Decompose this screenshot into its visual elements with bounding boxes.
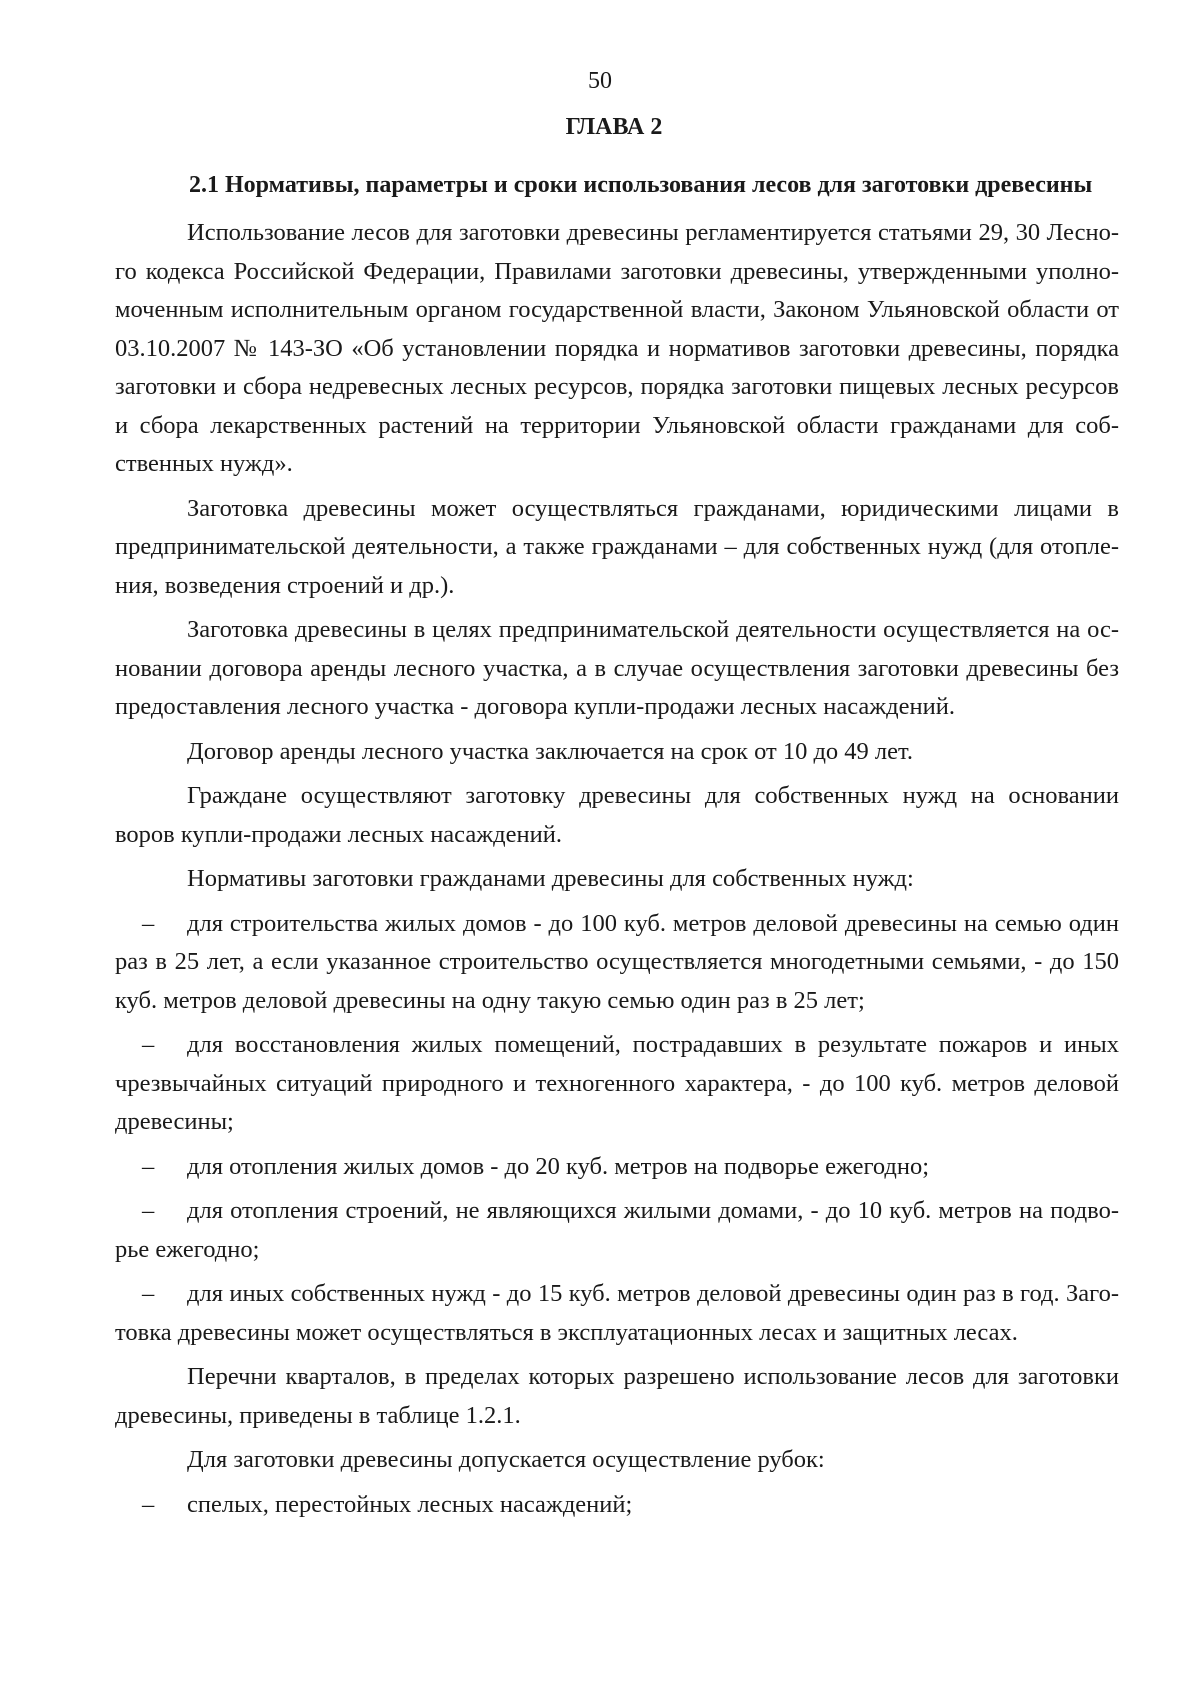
paragraph [115,860,1119,899]
document-body [115,214,1119,1524]
text-line: Договор аренды лесного участка заключается на срок от 10 до 49 лет. [187,737,914,765]
text-line: и сбора лекарственных растений на территории Ульяновской области гражданами для соб- [115,411,1119,439]
text-line: куб. метров деловой древесины на одну такую семью один раз в 25 лет; [115,986,865,1014]
text-line: Использование лесов для заготовки древесины регламентируется статьями 29, 30 Лесно- [187,219,1119,246]
text-line: чрезвычайных ситуаций природного и техногенного характера, - до 100 куб. метров деловой [115,1069,1119,1097]
paragraph [115,1358,1119,1435]
paragraph [115,611,1119,727]
list-item [115,1275,1119,1352]
paragraph [115,490,1119,606]
list-dash: – [142,1490,155,1518]
paragraph [115,733,1119,772]
text-line: ния, возведения строений и др.). [115,571,455,599]
text-line: – для отопления жилых домов - до 20 куб. метров на подворье ежегодно; [115,1148,1119,1187]
list-dash: – [142,1197,155,1224]
text-line: воров купли-продажи лесных насаждений. [115,820,562,848]
text-line: Заготовка древесины может осуществляться гражданами, юридическими лицами в [187,494,1119,522]
page-number: 50 [588,68,612,94]
chapter-title: ГЛАВА 2 [565,114,663,140]
list-item [115,1148,1119,1187]
text-line: Перечни кварталов, в пределах которых разрешено использование лесов для заготовки [187,1363,1119,1390]
text-line: раз в 25 лет, а если указанное строительство осуществляется многодетными семьями, - до 150 [115,948,1119,975]
list-dash: – [142,1031,155,1058]
list-item [115,1026,1119,1142]
text-line: товка древесины может осуществляться в эксплуатационных лесах и защитных лесах. [115,1318,1018,1346]
paragraph [115,214,1119,484]
text-line: – спелых, перестойных лесных насаждений; [115,1486,1119,1525]
list-item [115,905,1119,1021]
text-line: – для восстановления жилых помещений, пострадавших в результате пожаров и иных [115,1026,1119,1065]
text-line: древесины, приведены в таблице 1.2.1. [115,1401,521,1429]
text-line: – для отопления строений, не являющихся жилыми домами, - до 10 куб. метров на подво- [115,1192,1119,1231]
text-line: предоставления лесного участка - договора купли-продажи лесных насаждений. [115,693,955,720]
text-line: 03.10.2007 № 143-ЗО «Об установлении порядка и нормативов заготовки древесины, порядка [115,334,1119,362]
list-dash: – [142,1152,155,1180]
text-line: го кодекса Российской Федерации, Правилами заготовки древесины, утвержденными уполно- [115,257,1119,285]
list-dash: – [142,909,155,937]
paragraph [115,777,1119,854]
list-item [115,1486,1119,1525]
paragraph [115,1441,1119,1480]
text-line: древесины; [115,1108,234,1135]
text-line: ственных нужд». [115,450,293,477]
text-line: новании договора аренды лесного участка, а в случае осуществления заготовки древесины без [115,654,1119,682]
text-line: – для строительства жилых домов - до 100 куб. метров деловой древесины на семью один [115,905,1119,944]
text-line: рье ежегодно; [115,1235,260,1263]
text-line: Нормативы заготовки гражданами древесины для собственных нужд: [187,865,914,892]
text-line: предпринимательской деятельности, а также гражданами – для собственных нужд (для отопле- [115,533,1119,560]
text-line: – для иных собственных нужд - до 15 куб. метров деловой древесины один раз в год. Заго- [115,1275,1119,1314]
text-line: заготовки и сбора недревесных лесных ресурсов, порядка заготовки пищевых лесных ресурсов [115,373,1119,400]
text-line: Заготовка древесины в целях предпринимательской деятельности осуществляется на ос- [187,616,1119,643]
text-line: моченным исполнительным органом государственной власти, Законом Ульяновской области от [115,296,1119,323]
list-dash: – [142,1280,155,1307]
list-item [115,1192,1119,1269]
text-line: Граждане осуществляют заготовку древесины для собственных нужд на основании [187,782,1119,809]
text-line: Для заготовки древесины допускается осуществление рубок: [187,1446,825,1473]
section-title: 2.1 Нормативы, параметры и сроки использования лесов для заготовки древесины [189,172,1093,198]
